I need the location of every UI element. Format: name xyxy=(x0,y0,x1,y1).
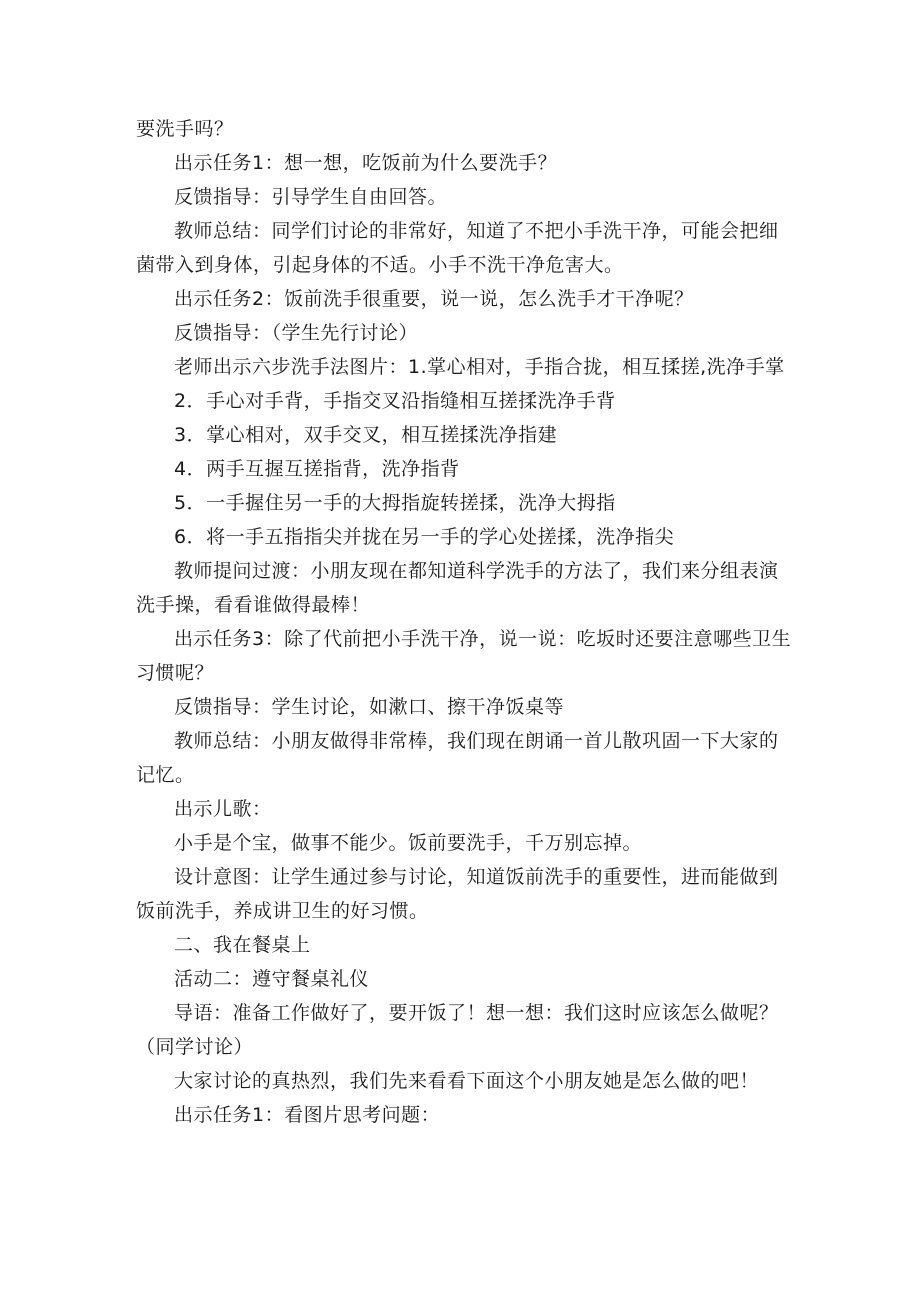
paragraph-transition: 教师提问过渡：小朋友现在都知道科学洗手的方法了，我们来分组表演洗手操，看看谁做得最棒！ xyxy=(136,560,779,616)
document-body xyxy=(136,112,796,1132)
section-heading-2: 二、我在餐桌上 xyxy=(174,934,311,956)
paragraph-song: 小手是个宝，做事不能少。饭前要洗手，千万别忘掉。 xyxy=(174,832,643,854)
paragraph-feedback-3: 反馈指导：学生讨论，如漱口、擦干净饭桌等 xyxy=(174,696,565,718)
paragraph-handwash-step-6: 6．将一手五指指尖并拢在另一手的学心处搓揉，洗净指尖 xyxy=(174,526,675,548)
paragraph-task-1: 出示任务1：想一想，吃饭前为什么要洗手？ xyxy=(174,152,558,174)
paragraph-task-2: 出示任务2：饭前洗手很重要，说一说，怎么洗手才干净呢？ xyxy=(174,288,694,310)
paragraph-summary-2: 教师总结：小朋友做得非常棒，我们现在朗诵一首儿散巩固一下大家的记忆。 xyxy=(136,730,779,786)
paragraph-handwash-step-1: 老师出示六步洗手法图片：1.掌心相对，手指合拢，相互揉搓,洗净手掌 xyxy=(174,356,785,378)
paragraph-handwash-step-5: 5．一手握住另一手的大拇指旋转搓揉，洗净大拇指 xyxy=(174,492,616,514)
paragraph-intro: 导语：准备工作做好了，要开饭了！想一想：我们这时应该怎么做呢？（同学讨论） xyxy=(136,1002,779,1058)
paragraph-song-heading: 出示儿歌： xyxy=(174,798,272,820)
paragraph-activity-2: 活动二：遵守餐桌礼仪 xyxy=(174,968,370,990)
paragraph-task-4: 出示任务1：看图片思考问题： xyxy=(174,1104,441,1126)
paragraph-summary-1: 教师总结：同学们讨论的非常好，知道了不把小手洗干净，可能会把细菌带入到身体，引起身体的不适。小手不洗干净危害大。 xyxy=(136,220,779,276)
paragraph-handwash-step-3: 3．掌心相对，双手交叉，相互搓揉洗净指建 xyxy=(174,424,558,446)
paragraph-feedback-2: 反馈指导：（学生先行讨论） xyxy=(174,322,419,344)
paragraph-handwash-step-2: 2．手心对手背，手指交叉沿指缝相互搓揉洗净手背 xyxy=(174,390,616,412)
paragraph-task-3: 出示任务3：除了代前把小手洗干净，说一说：吃坂时还要注意哪些卫生习惯呢？ xyxy=(136,628,792,684)
paragraph-continuation: 要洗手吗？ xyxy=(136,118,234,140)
paragraph-discussion: 大家讨论的真热烈，我们先来看看下面这个小朋友她是怎么做的吧！ xyxy=(174,1070,760,1092)
paragraph-feedback-1: 反馈指导：引导学生自由回答。 xyxy=(174,186,448,208)
paragraph-design-intent: 设计意图：让学生通过参与讨论，知道饭前洗手的重要性，进而能做到饭前洗手，养成讲卫生的好习惯。 xyxy=(136,866,779,922)
paragraph-handwash-step-4: 4．两手互握互搓指背，洗净指背 xyxy=(174,458,460,480)
